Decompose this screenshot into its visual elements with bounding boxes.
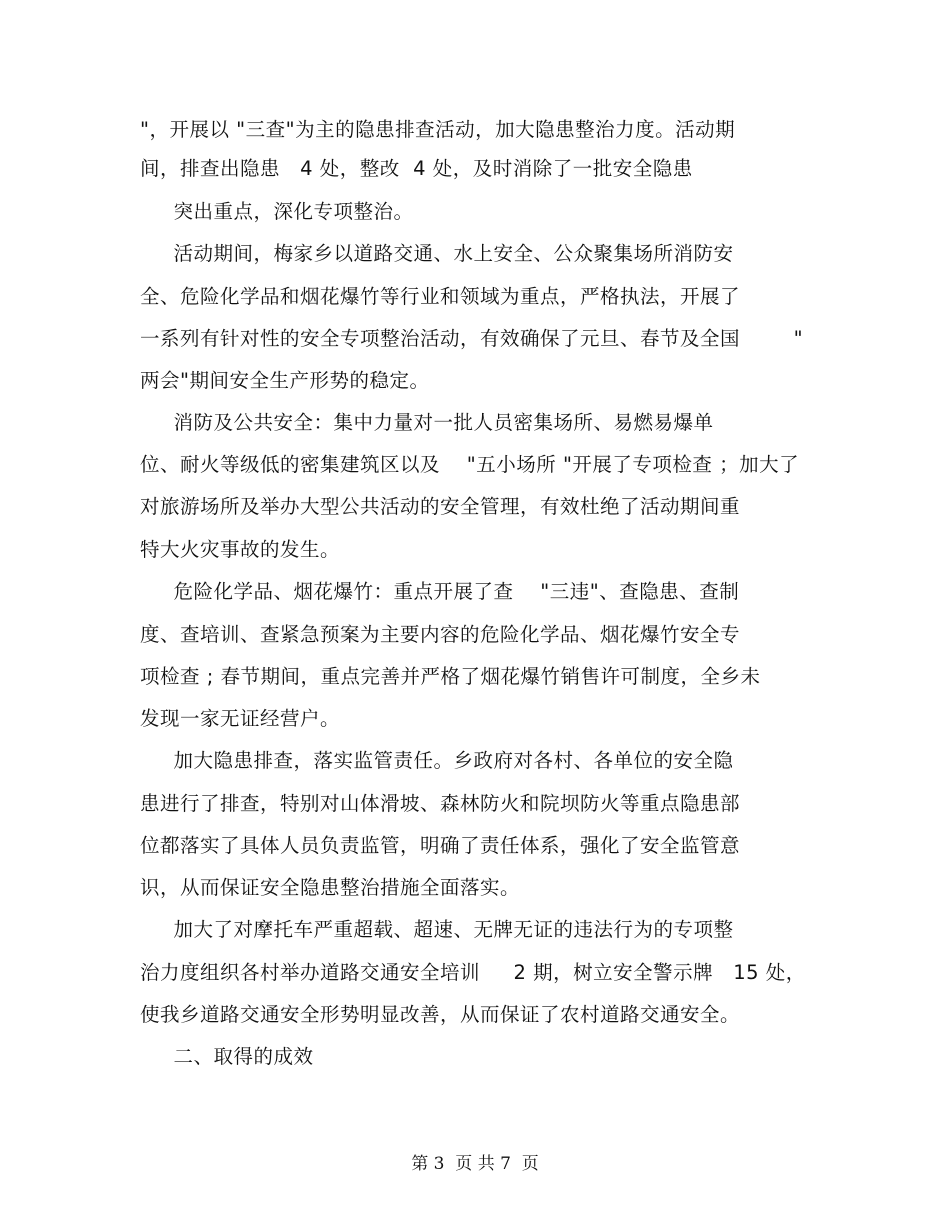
body-line-6: 一系列有针对性的安全专项整治活动，有效确保了元旦、春节及全国 " xyxy=(140,327,804,350)
body-line-13: 度、查培训、查紧急预案为主要内容的危险化学品、烟花爆竹安全专 xyxy=(140,623,741,646)
body-line-20: 加大了对摩托车严重超载、超速、无牌无证的违法行为的专项整 xyxy=(140,918,734,941)
body-line-19: 识，从而保证安全隐患整治措施全面落实。 xyxy=(140,876,521,899)
body-line-14: 项检查 ; 春节期间，重点完善并严格了烟花爆竹销售许可制度，全乡未 xyxy=(140,665,761,688)
section-heading: 二、取得的成效 xyxy=(140,1045,314,1068)
body-line-5: 全、危险化学品和烟花爆竹等行业和领域为重点，严格执法，开展了 xyxy=(140,285,741,308)
body-line-10: 对旅游场所及举办大型公共活动的安全管理，有效杜绝了活动期间重 xyxy=(140,495,741,518)
body-line-11: 特大火灾事故的发生。 xyxy=(140,538,341,561)
body-line-22: 使我乡道路交通安全形势明显改善，从而保证了农村道路交通安全。 xyxy=(140,1003,741,1026)
body-line-18: 位都落实了具体人员负责监管，明确了责任体系，强化了安全监管意 xyxy=(140,834,741,857)
body-line-15: 发现一家无证经营户。 xyxy=(140,707,341,730)
body-line-2: 间，排查出隐患 4 处，整改 4 处，及时消除了一批安全隐患 xyxy=(140,157,693,180)
body-line-12: 危险化学品、烟花爆竹：重点开展了查 "三违"、查隐患、查制 xyxy=(140,580,740,603)
body-line-1: "，开展以 "三查"为主的隐患排查活动，加大隐患整治力度。活动期 xyxy=(140,118,736,141)
body-line-9: 位、耐火等级低的密集建筑区以及 "五小场所 "开展了专项检查 ；加大了 xyxy=(140,453,800,476)
body-line-3: 突出重点，深化专项整治。 xyxy=(140,200,414,223)
body-line-4: 活动期间，梅家乡以道路交通、水上安全、公众聚集场所消防安 xyxy=(140,242,734,265)
page-footer: 第 3 页 共 7 页 xyxy=(411,1154,539,1174)
body-line-16: 加大隐患排查，落实监管责任。乡政府对各村、各单位的安全隐 xyxy=(140,749,734,772)
body-line-8: 消防及公共安全：集中力量对一批人员密集场所、易燃易爆单 xyxy=(140,411,714,434)
body-line-17: 患进行了排查，特别对山体滑坡、森林防火和院坝防火等重点隐患部 xyxy=(140,792,741,815)
body-line-21: 治力度组织各村举办道路交通安全培训 2 期，树立安全警示牌 15 处， xyxy=(140,961,806,984)
body-line-7: 两会"期间安全生产形势的稳定。 xyxy=(140,369,430,392)
